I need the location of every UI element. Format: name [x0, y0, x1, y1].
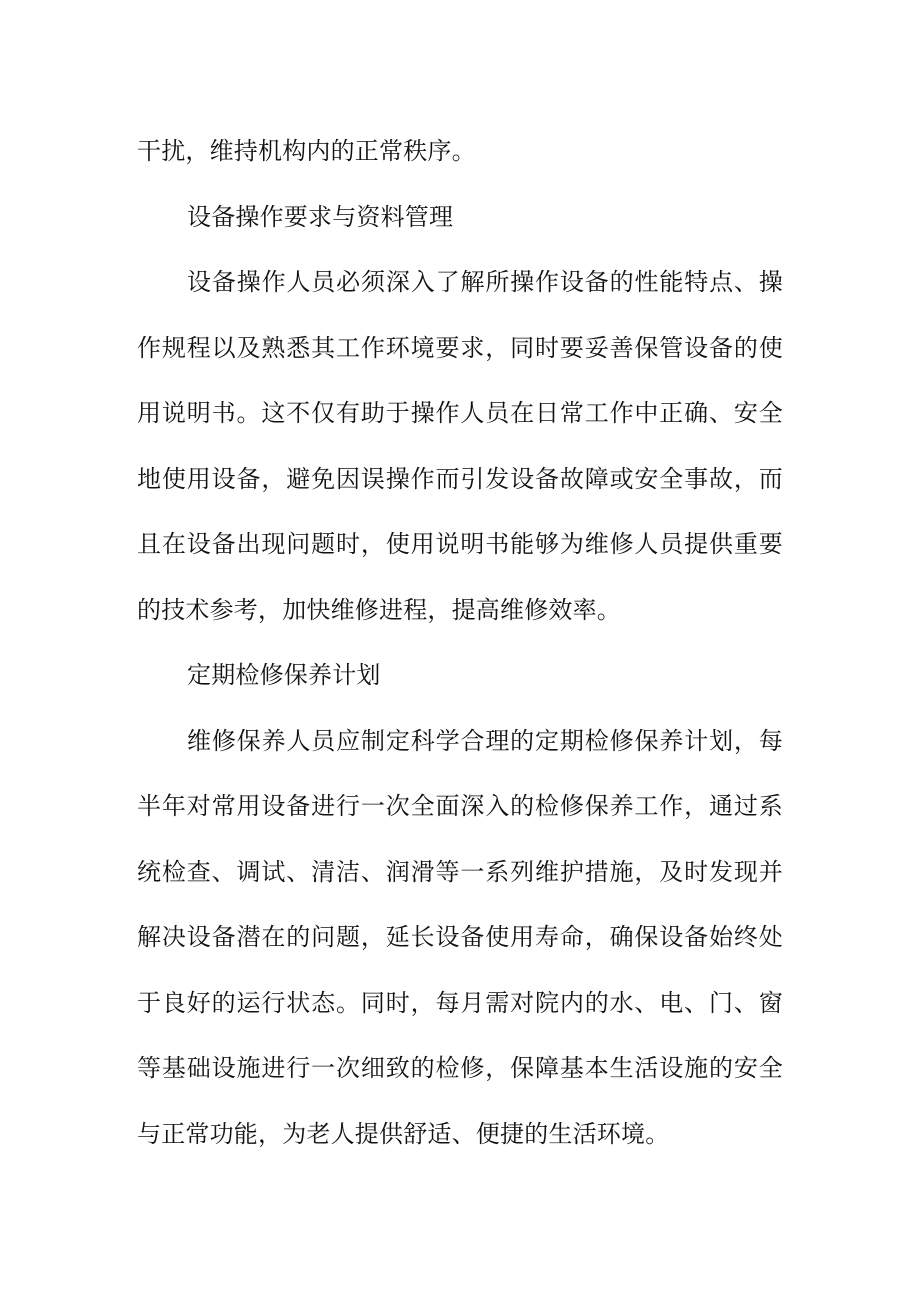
paragraph-line: 且在设备出现问题时，使用说明书能够为维修人员提供重要	[137, 530, 783, 558]
paragraph-line: 统检查、调试、清洁、润滑等一系列维护措施，及时发现并	[137, 857, 783, 886]
paragraph-line: 地使用设备，避免因误操作而引发设备故障或安全事故，而	[137, 464, 783, 493]
paragraph-line: 与正常功能，为老人提供舒适、便捷的生活环境。	[137, 1119, 670, 1148]
paragraph-line: 解决设备潜在的问题，延长设备使用寿命，确保设备始终处	[137, 923, 783, 951]
paragraph-line: 作规程以及熟悉其工作环境要求，同时要妥善保管设备的使	[137, 333, 783, 362]
paragraph-line: 半年对常用设备进行一次全面深入的检修保养工作，通过系	[137, 792, 783, 820]
section-heading-equipment-operation: 设备操作要求与资料管理	[187, 202, 454, 231]
paragraph-line: 于良好的运行状态。同时，每月需对院内的水、电、门、窗	[137, 988, 783, 1017]
paragraph-line: 等基础设施进行一次细致的检修，保障基本生活设施的安全	[137, 1054, 783, 1082]
paragraph-line: 用说明书。这不仅有助于操作人员在日常工作中正确、安全	[137, 399, 783, 427]
paragraph-line: 的技术参考，加快维修进程，提高维修效率。	[137, 595, 621, 624]
paragraph-continuation-line: 干扰，维持机构内的正常秩序。	[137, 137, 476, 165]
section-heading-maintenance-plan: 定期检修保养计划	[187, 661, 381, 689]
paragraph-line: 维修保养人员应制定科学合理的定期检修保养计划，每	[187, 726, 783, 755]
document-body	[137, 128, 783, 1176]
paragraph-line: 设备操作人员必须深入了解所操作设备的性能特点、操	[187, 268, 783, 296]
